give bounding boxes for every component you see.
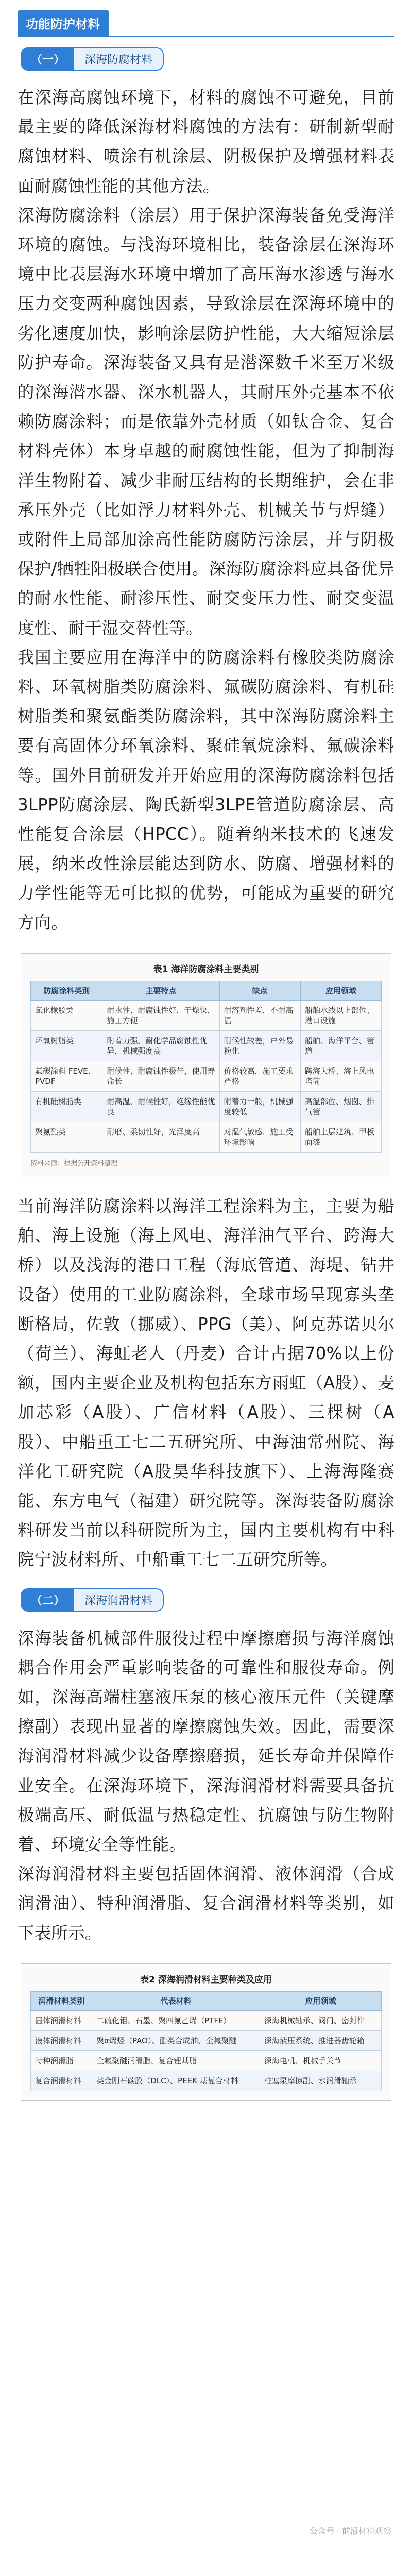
anticorrosion-table <box>30 981 382 1153</box>
paragraph: 当前海洋防腐涂料以海洋工程涂料为主，主要为船舶、海上设施（海上风电、海洋油气平台、跨海大桥）以及浅海的港口工程（海底管道、海堤、钻井设备）使用的工业防腐涂料，全球市场呈现寡头垄断格局，佐敦（挪威）、PPG（美）、阿克苏诺贝尔（荷兰）、海虹老人（丹麦）合计占据70%以上份额，国内主要企业及机构包括东方雨虹（A股）、麦加芯彩（A股）、广信材料（A股）、三棵树（A股）、中船重工七二五研究所、中海油常州院、海洋化工研究院（A股昊华科技旗下）、上海海隆赛能、东方电气（福建）研究院等。深海装备防腐涂料研发当前以科研院所为主，国内主要机构有中科院宁波材料所、中船重工七二五研究所等。 <box>18 1196 394 1570</box>
table-cell: 船舶、海洋平台、管道 <box>300 1030 381 1061</box>
paragraph: 深海装备机械部件服役过程中摩擦磨损与海洋腐蚀耦合作用会严重影响装备的可靠性和服役寿命。例如，深海高端柱塞液压泵的核心液压元件（关键摩擦副）表现出显著的摩擦腐蚀失效。因此，需要深海润滑材料减少设备摩擦磨损，延长寿命并保障作业安全。在深海环境下，深海润滑材料需要具备抗极端高压、耐低温与热稳定性、抗腐蚀与防生物附着、环境安全等性能。 <box>18 1628 394 1854</box>
table-row <box>31 1091 382 1122</box>
table-cell: 柱塞泵摩擦副、水润滑轴承 <box>260 2071 381 2091</box>
table-header-cell: 润滑材料类别 <box>31 1991 92 2010</box>
table-header-cell: 应用领域 <box>260 1991 381 2010</box>
table-cell: 类金刚石碳膜（DLC）、PEEK 基复合材料 <box>92 2071 260 2091</box>
table-cell: 环氧树脂类 <box>31 1030 102 1061</box>
table-cell: 二硫化钼、石墨、聚四氟乙烯（PTFE） <box>92 2010 260 2030</box>
table-cell: 固体润滑材料 <box>31 2010 92 2030</box>
table-row <box>31 1030 382 1061</box>
table-cell: 深海电机、机械手关节 <box>260 2050 381 2071</box>
paragraph: 深海润滑材料主要包括固体润滑、液体润滑（合成润滑油）、特种润滑脂、复合润滑材料等类别，如下表所示。 <box>18 1864 394 1943</box>
paragraph: 深海防腐涂料（涂层）用于保护深海装备免受海洋环境的腐蚀。与浅海环境相比，装备涂层在深海环境中比表层海水环境中增加了高压海水渗透与海水压力交变两种腐蚀因素，导致涂层在深海环境中的劣化速度加快，影响涂层防护性能，大大缩短涂层防护寿命。深海装备又具有是潜深数千米至万米级的深海潜水器、深水机器人，其耐压外壳基本不依赖防腐涂料；而是依靠外壳材质（如钛合金、复合材料壳体）本身卓越的耐腐蚀性能，但为了抑制海洋生物附着、减少非耐压结构的长期维护，会在非承压外壳（比如浮力材料外壳、机械关节与焊缝）或附件上局部加涂高性能防腐防污涂层，并与阴极保护/牺牲阳极联合使用。深海防腐涂料应具备优异的耐水性能、耐渗压性、耐交变压力性、耐交变温度性、耐干湿交替性等。 <box>18 205 394 638</box>
table-cell: 聚氨酯类 <box>31 1122 102 1152</box>
article-header <box>18 10 394 34</box>
table-cell: 氯化橡胶类 <box>31 1000 102 1030</box>
table-cell: 耐溶剂性差，不耐高温 <box>219 1000 300 1030</box>
table-cell: 液体润滑材料 <box>31 2030 92 2050</box>
table-cell: 耐水性、耐腐蚀性好，干燥快，施工方便 <box>102 1000 219 1030</box>
watermark: 公众号 · 前沿材料观察 <box>309 2526 391 2536</box>
section-tag-anticorrosion <box>21 47 164 71</box>
table-header-row <box>31 981 382 1000</box>
table-row <box>31 2010 382 2030</box>
table-row <box>31 1061 382 1091</box>
table-cell: 耐候性较差，户外易粉化 <box>219 1030 300 1061</box>
table-row <box>31 2050 382 2071</box>
table-cell: 耐磨、柔韧性好，光泽度高 <box>102 1122 219 1152</box>
paragraph: 我国主要应用在海洋中的防腐涂料有橡胶类防腐涂料、环氧树脂类防腐涂料、氟碳防腐涂料、有机硅树脂类和聚氨酯类防腐涂料，其中深海防腐涂料主要有高固体分环氧涂料、聚硅氧烷涂料、氟碳涂料等。国外目前研发并开始应用的深海防腐涂料包括3LPP防腐涂层、陶氏新型3LPE管道防腐涂层、高性能复合涂层（HPCC）。随着纳米技术的飞速发展，纳米改性涂层能达到防水、防腐、增强材料的力学性能等无可比拟的优势，可能成为重要的研究方向。 <box>18 647 394 933</box>
table-row <box>31 2071 382 2091</box>
table-cell: 高温部位、烟囱、排气管 <box>300 1091 381 1122</box>
table-header-cell: 缺点 <box>219 981 300 1000</box>
table-header-cell: 防腐涂料类别 <box>31 981 102 1000</box>
table-source-note: 资料来源：根据公开资料整理 <box>30 1159 118 1167</box>
header-title: 功能防护材料 <box>18 10 109 36</box>
table-header-cell: 代表材料 <box>92 1991 260 2010</box>
table-row <box>31 2030 382 2050</box>
table-cell: 船舶水线以上部位、港口设施 <box>300 1000 381 1030</box>
table-cell: 跨海大桥、海上风电塔筒 <box>300 1061 381 1091</box>
table-caption: 表2 深海润滑材料主要种类及应用 <box>140 1974 272 1985</box>
table-cell: 有机硅树脂类 <box>31 1091 102 1122</box>
table-cell: 全氟聚醚润滑脂、复合锂基脂 <box>92 2050 260 2071</box>
table-header-cell: 主要特点 <box>102 981 219 1000</box>
table-row <box>31 1122 382 1152</box>
table-cell: 氟碳涂料 FEVE、PVDF <box>31 1061 102 1091</box>
table-cell: 深海机械轴承、阀门、密封件 <box>260 2010 381 2030</box>
table-cell: 附着力一般，机械强度较低 <box>219 1091 300 1122</box>
table-cell: 深海液压系统、推进器齿轮箱 <box>260 2030 381 2050</box>
table-figure-lubrication <box>21 1963 391 2101</box>
section-tag-label: 深海润滑材料 <box>74 1589 163 1611</box>
table-row <box>31 1000 382 1030</box>
table-cell: 对湿气敏感，施工受环境影响 <box>219 1122 300 1152</box>
table-cell: 价格较高，施工要求严格 <box>219 1061 300 1091</box>
table-cell: 聚α烯烃（PAO）、酯类合成油、全氟聚醚 <box>92 2030 260 2050</box>
table-figure-anticorrosion <box>21 953 391 1177</box>
table-cell: 耐候性、耐腐蚀性极佳，使用寿命长 <box>102 1061 219 1091</box>
table-cell: 特种润滑脂 <box>31 2050 92 2071</box>
table-cell: 船舶上层建筑、甲板面漆 <box>300 1122 381 1152</box>
table-cell: 耐高温、耐候性好，绝缘性能优良 <box>102 1091 219 1122</box>
table-cell: 复合润滑材料 <box>31 2071 92 2091</box>
lubrication-table <box>30 1991 382 2091</box>
table-caption: 表1 海洋防腐涂料主要类别 <box>153 964 259 975</box>
table-header-row <box>31 1991 382 2010</box>
table-cell: 附着力强、耐化学品腐蚀性优异，机械强度高 <box>102 1030 219 1061</box>
section-tag-lubrication <box>21 1588 164 1612</box>
section-tag-number: （二） <box>22 1589 74 1611</box>
section-tag-number: （一） <box>22 48 74 70</box>
paragraph: 在深海高腐蚀环境下，材料的腐蚀不可避免，目前最主要的降低深海材料腐蚀的方法有：研制新型耐腐蚀材料、喷涂有机涂层、阴极保护及增强材料表面耐腐蚀性能的其他方法。 <box>18 88 394 196</box>
table-header-cell: 应用领域 <box>300 981 381 1000</box>
section-tag-label: 深海防腐材料 <box>74 48 163 70</box>
